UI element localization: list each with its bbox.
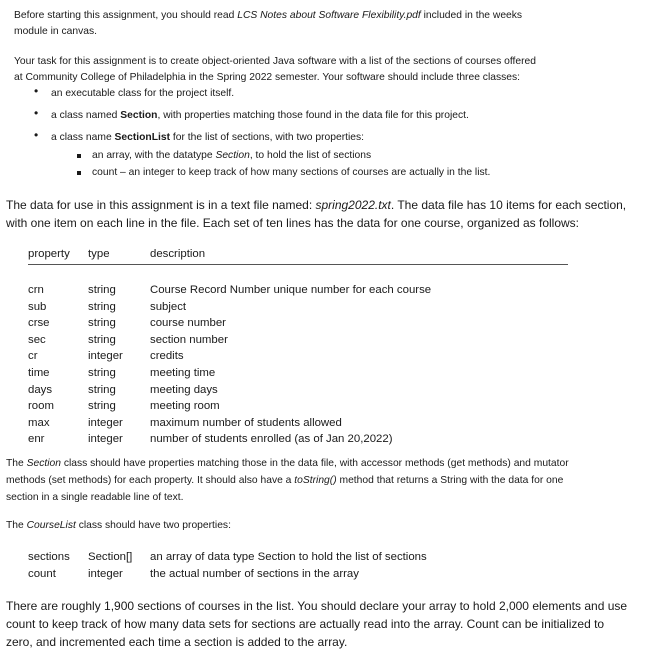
- cell-type: integer: [88, 433, 123, 446]
- bullet-1: an executable class for the project itself.: [51, 88, 235, 99]
- cell-property: max: [28, 416, 50, 429]
- cell-description: section number: [150, 333, 228, 346]
- sub-bullet-1-text: , to hold the list of sections: [249, 150, 372, 161]
- cell-type: string: [88, 300, 116, 313]
- square-bullet-icon: [77, 171, 81, 175]
- bullet-dot: •: [34, 84, 39, 98]
- sectionlist-class-name: SectionList: [114, 132, 171, 143]
- bullet-3: [51, 130, 658, 147]
- tostring-method: toString(): [294, 475, 337, 486]
- square-bullet-icon: [77, 154, 81, 158]
- bullet-3-text: a class name: [51, 132, 115, 143]
- bullet-dot: •: [34, 106, 39, 120]
- cell-description: meeting room: [150, 400, 220, 413]
- cell-property: crn: [28, 284, 44, 296]
- section-para-line-1: [6, 456, 658, 473]
- bullet-3-text: for the list of sections, with two properties:: [170, 132, 365, 143]
- courselist-text: The: [6, 520, 27, 531]
- intro-text: included in the weeks: [420, 10, 523, 21]
- cell-description: number of students enrolled (as of Jan 20,2022): [150, 433, 393, 446]
- final-line-1: There are roughly 1,900 sections of courses in the list. You should declare your array to hold 2,000 elements and use: [6, 599, 628, 613]
- cell-type: string: [88, 383, 116, 396]
- data-line-1: [6, 197, 658, 214]
- intro-text: Before starting this assignment, you should read: [14, 10, 238, 21]
- prop-type: integer: [88, 568, 123, 580]
- prop-name: count: [28, 568, 56, 580]
- section-para-text: method that returns a String with the data for one: [336, 475, 564, 486]
- bullet-2: [51, 108, 658, 125]
- courselist-para: [6, 518, 658, 535]
- cell-type: integer: [88, 350, 123, 363]
- data-text: . The data file has 10 items for each section,: [390, 198, 627, 212]
- section-para-line-3: section in a single readable line of text.: [6, 492, 184, 503]
- header-rule: [28, 264, 568, 265]
- cell-type: integer: [88, 416, 123, 429]
- bullet-dot: •: [34, 128, 39, 142]
- cell-description: maximum number of students allowed: [150, 416, 342, 429]
- data-line-2: with one item on each line in the file. Each set of ten lines has the data for one course, organized as follows:: [6, 216, 580, 230]
- cell-property: room: [28, 400, 54, 413]
- sub-bullet-2: count – an integer to keep track of how many sections of courses are actually in the list.: [92, 167, 491, 178]
- cell-description: meeting time: [150, 367, 216, 379]
- sub-bullet-1: [92, 148, 658, 165]
- section-datatype: Section: [215, 150, 250, 161]
- cell-description: subject: [150, 300, 187, 313]
- intro-line-2: module in canvas.: [14, 26, 97, 37]
- cell-property: cr: [28, 350, 38, 363]
- header-type: type: [88, 248, 110, 260]
- prop-description: an array of data type Section to hold the list of sections: [150, 551, 427, 563]
- sub-bullet-1-text: an array, with the datatype: [92, 150, 216, 161]
- task-line-2: at Community College of Philadelphia in the Spring 2022 semester. Your software should include three classes:: [14, 72, 520, 83]
- header-property: property: [28, 248, 70, 260]
- bullet-2-text: a class named: [51, 110, 121, 121]
- cell-property: crse: [28, 317, 50, 330]
- intro-line-1: [14, 8, 658, 25]
- final-line-3: zero, and incremented each time a section is added to the array.: [6, 635, 348, 649]
- section-para-line-2: [6, 473, 658, 490]
- prop-description: the actual number of sections in the array: [150, 568, 359, 580]
- notes-filename: LCS Notes about Software Flexibility.pdf: [237, 10, 421, 21]
- courselist-text: class should have two properties:: [75, 520, 231, 531]
- data-filename: spring2022.txt: [315, 198, 391, 212]
- prop-name: sections: [28, 551, 70, 563]
- cell-property: time: [28, 367, 50, 379]
- cell-type: string: [88, 284, 116, 296]
- prop-type: Section[]: [88, 551, 133, 563]
- cell-type: string: [88, 367, 116, 379]
- final-line-2: count to keep track of how many data sets for sections are actually read into the array. Count can be initialized to: [6, 617, 605, 631]
- section-para-text: methods (set methods) for each property. It should also have a: [6, 475, 295, 486]
- cell-description: course number: [150, 317, 226, 330]
- cell-property: enr: [28, 433, 45, 446]
- cell-description: Course Record Number unique number for each course: [150, 284, 432, 296]
- cell-type: string: [88, 400, 116, 413]
- cell-property: sub: [28, 300, 47, 313]
- header-description: description: [150, 248, 206, 260]
- section-para-text: class should have properties matching those in the data file, with accessor methods (get methods) and mutator: [60, 458, 569, 469]
- task-line-1: Your task for this assignment is to create object-oriented Java software with a list of the sections of courses offered: [14, 56, 536, 67]
- cell-property: sec: [28, 333, 46, 346]
- section-para-text: The: [6, 458, 27, 469]
- section-class-name: Section: [120, 110, 158, 121]
- cell-description: credits: [150, 350, 184, 363]
- bullet-2-text: , with properties matching those found in the data file for this project.: [157, 110, 469, 121]
- data-text: The data for use in this assignment is in a text file named:: [6, 198, 316, 212]
- cell-type: string: [88, 317, 116, 330]
- cell-type: string: [88, 333, 116, 346]
- section-class-ref: Section: [26, 458, 61, 469]
- cell-description: meeting days: [150, 383, 218, 396]
- cell-property: days: [28, 383, 53, 396]
- courselist-class-ref: CourseList: [26, 520, 76, 531]
